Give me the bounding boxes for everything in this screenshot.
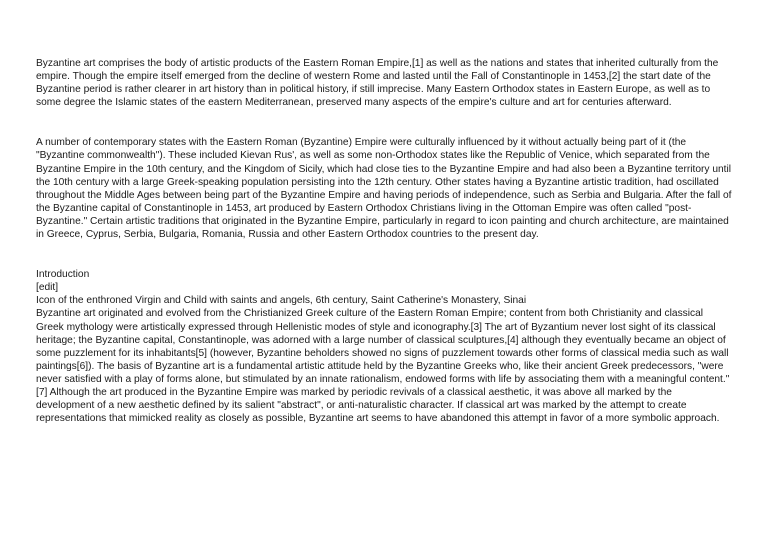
spacer xyxy=(36,109,732,136)
section-heading: Introduction xyxy=(36,269,90,281)
paragraph-commonwealth: A number of contemporary states with the Eastern Roman (Byzantine) Empire were culturally influenced by it without actually being part of it (the "Byzantine commonwealth"). These included Kievan Rus', as well as some non-Orthodox states like the Republic of Venice, which separated from the Byzantine Empire in the 10th century, and the Kingdom of Sicily, which had close ties to the Byzantine Empire and had also been a Byzantine territory until the 10th century with a large Greek-speaking population persisting into the 12th century. Other states having a Byzantine artistic tradition, had oscillated throughout the Middle Ages between being part of the Byzantine Empire and having periods of independence, such as Serbia and Bulgaria. After the fall of the Byzantine capital of Constantinople in 1453, art produced by Eastern Orthodox Christians living in the Ottoman Empire was often called "post-Byzantine." Certain artistic traditions that originated in the Byzantine Empire, particularly in regard to icon painting and church architecture, are maintained in Greece, Cyprus, Serbia, Bulgaria, Romania, Russia and other Eastern Orthodox countries to the present day. xyxy=(36,137,732,241)
spacer xyxy=(36,241,732,268)
section-body: Byzantine art originated and evolved from the Christianized Greek culture of the Eastern Roman Empire; content from both Christianity and classical Greek mythology were artistically expressed through Hellenistic modes of style and iconography.[3] The art of Byzantium never lost sight of its classical heritage; the Byzantine capital, Constantinople, was adorned with a large number of classical sculptures,[4] although they eventually became an object of some puzzlement for its inhabitants[5] (however, Byzantine beholders showed no signs of puzzlement towards other forms of classical media such as wall paintings[6]). The basis of Byzantine art is a fundamental artistic attitude held by the Byzantine Greeks who, like their ancient Greek predecessors, "were never satisfied with a play of forms alone, but stimulated by an innate rationalism, endowed forms with life by associating them with a meaningful content."[7] Although the art produced in the Byzantine Empire was marked by periodic revivals of a classical aesthetic, it was above all marked by the development of a new aesthetic defined by its salient "abstract", or anti-naturalistic character. If classical art was marked by the attempt to create representations that mimicked reality as closely as possible, Byzantine art seems to have abandoned this attempt in favor of a more symbolic approach. xyxy=(36,308,730,425)
document-page xyxy=(36,57,732,425)
section-introduction xyxy=(36,268,732,425)
edit-link[interactable]: [edit] xyxy=(36,282,59,294)
paragraph-intro: Byzantine art comprises the body of artistic products of the Eastern Roman Empire,[1] as well as the nations and states that inherited culturally from the empire. Though the empire itself emerged from the decline of western Rome and lasted until the Fall of Constantinople in 1453,[2] the start date of the Byzantine period is rather clearer in art history than in political history, if still imprecise. Many Eastern Orthodox states in Eastern Europe, as well as to some degree the Islamic states of the eastern Mediterranean, preserved many aspects of the empire's culture and art for centuries afterward. xyxy=(36,58,719,109)
image-caption: Icon of the enthroned Virgin and Child with saints and angels, 6th century, Saint Catherine's Monastery, Sinai xyxy=(36,295,527,307)
